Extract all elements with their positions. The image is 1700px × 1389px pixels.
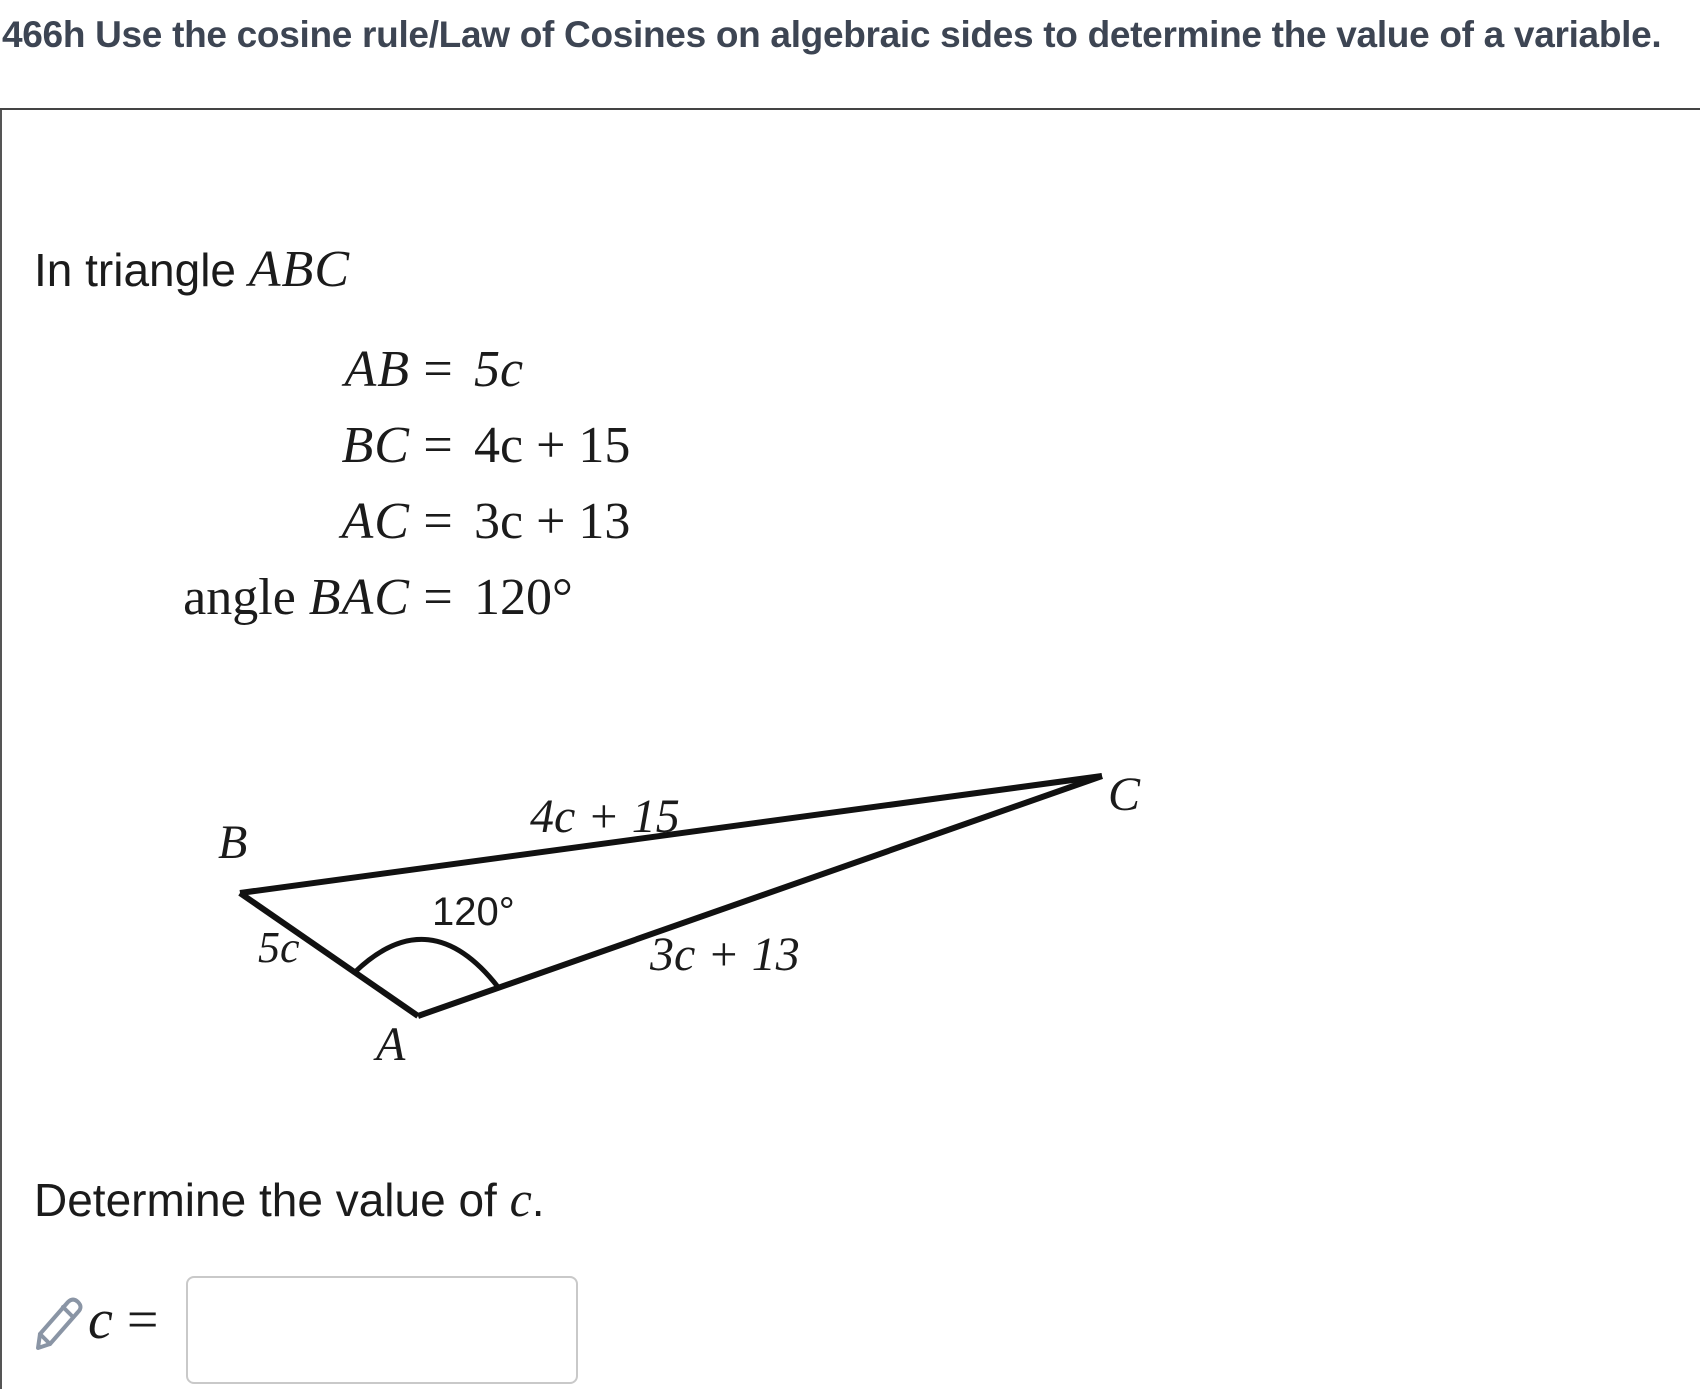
side-label-ac: 3c + 13 (650, 928, 800, 981)
equation-lhs: AC (341, 493, 410, 550)
question-text: Determine the value of (34, 1174, 510, 1226)
page-header (0, 0, 1700, 110)
intro-text: In triangle (34, 244, 237, 296)
side-label-bc: 4c + 15 (530, 790, 680, 843)
vertex-label-b: B (218, 816, 248, 869)
answer-input[interactable] (186, 1276, 578, 1384)
equation-ab (0, 340, 1700, 404)
vertex-label-a: A (376, 1018, 406, 1071)
equation-rhs: 120° (474, 569, 573, 626)
equation-lhs: AB (344, 341, 410, 398)
equals-sign: = (423, 417, 453, 474)
question-variable: c (509, 1171, 532, 1227)
side-label-ab: 5c (258, 923, 300, 972)
problem-intro (34, 240, 350, 299)
equation-ac (0, 492, 1700, 556)
equation-rhs: 4c + 15 (474, 417, 631, 474)
triangle-diagram (0, 740, 1700, 1100)
equals-sign: = (423, 569, 453, 626)
equation-angle-bac (0, 568, 1700, 632)
question-prompt (34, 1170, 545, 1228)
page-title: 466h Use the cosine rule/Law of Cosines on algebraic sides to determine the value of a variable. (2, 14, 1662, 55)
equals-sign: = (423, 341, 453, 398)
angle-arc (355, 939, 498, 987)
angle-label: 120° (432, 890, 515, 934)
equation-lhs: BC (341, 417, 410, 474)
equation-bc (0, 416, 1700, 480)
equation-lhs: angle BAC (183, 569, 410, 626)
triangle-name: ABC (248, 241, 351, 298)
question-end: . (531, 1174, 545, 1226)
answer-label: c = (88, 1289, 159, 1351)
equation-rhs: 3c + 13 (474, 493, 631, 550)
answer-row (30, 1270, 730, 1386)
equals-sign: = (423, 493, 453, 550)
equation-rhs: 5c (474, 341, 524, 398)
vertex-label-c: C (1108, 768, 1141, 821)
pencil-icon (30, 1294, 84, 1354)
